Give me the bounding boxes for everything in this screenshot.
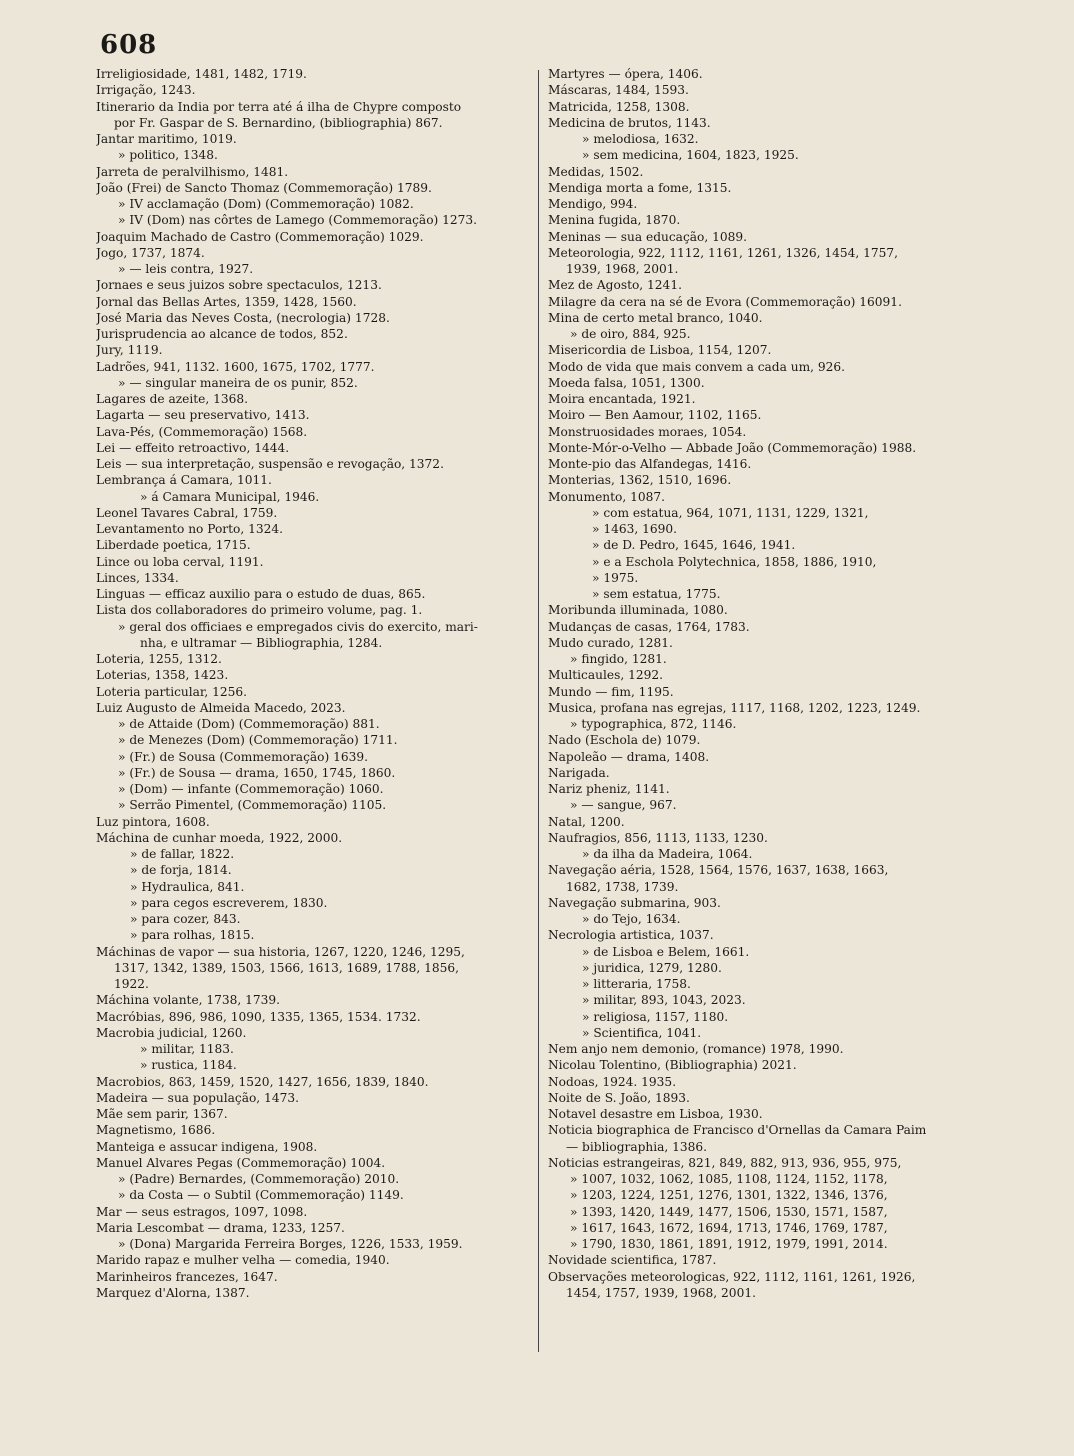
index-entry: nha, e ultramar — Bibliographia, 1284. [140, 635, 383, 650]
index-entry: » — leis contra, 1927. [118, 262, 254, 276]
index-entry: Macrobia judicial, 1260. [96, 1025, 247, 1040]
index-entry: — bibliographia, 1386. [566, 1139, 708, 1154]
index-entry: Marinheiros francezes, 1647. [96, 1269, 278, 1284]
index-entry: » de Menezes (Dom) (Commemoração) 1711. [118, 733, 398, 748]
index-entry: » para rolhas, 1815. [130, 928, 255, 943]
index-entry: Mina de certo metal branco, 1040. [548, 310, 763, 325]
index-entry: » de fallar, 1822. [130, 847, 235, 861]
index-entry: Monumento, 1087. [548, 489, 666, 504]
index-entry: Ladrões, 941, 1132. 1600, 1675, 1702, 1777. [96, 359, 375, 374]
index-entry: Máchina volante, 1738, 1739. [96, 993, 281, 1008]
index-entry: Jantar maritimo, 1019. [96, 132, 237, 146]
index-entry: » da Costa — o Subtil (Commemoração) 1149. [118, 1188, 404, 1203]
index-entry: » Serrão Pimentel, (Commemoração) 1105. [118, 798, 387, 813]
index-entry: » do Tejo, 1634. [582, 912, 681, 926]
index-entry: Jurisprudencia ao alcance de todos, 852. [96, 327, 348, 341]
index-entry: Liberdade poetica, 1715. [96, 538, 251, 553]
index-entry: Musica, profana nas egrejas, 1117, 1168, 1202, 1223, 1249. [548, 700, 921, 715]
index-entry: Lince ou loba cerval, 1191. [96, 554, 264, 569]
index-entry: » militar, 893, 1043, 2023. [582, 993, 746, 1008]
index-entry: Narigada. [548, 765, 610, 780]
index-entry: Irreligiosidade, 1481, 1482, 1719. [96, 67, 307, 81]
index-entry: Medidas, 1502. [548, 164, 644, 179]
index-entry: Martyres — ópera, 1406. [548, 67, 703, 81]
index-entry: » á Camara Municipal, 1946. [140, 489, 320, 504]
index-entry: Multicaules, 1292. [548, 668, 663, 683]
index-entry: » (Fr.) de Sousa — drama, 1650, 1745, 1860. [118, 765, 396, 780]
column-divider [538, 70, 539, 1352]
index-entry: » fingido, 1281. [570, 652, 667, 666]
index-entry: Macróbias, 896, 986, 1090, 1335, 1365, 1534. 1732. [96, 1009, 421, 1024]
index-entry: » de oiro, 884, 925. [570, 327, 691, 341]
index-entry: Máchinas de vapor — sua historia, 1267, 1220, 1246, 1295, [96, 944, 465, 959]
index-entry: Lei — effeito retroactivo, 1444. [96, 440, 290, 455]
index-entry: João (Frei) de Sancto Thomaz (Commemoração) 1789. [96, 180, 432, 195]
index-entry: Noticias estrangeiras, 821, 849, 882, 913, 936, 955, 975, [548, 1155, 902, 1170]
index-entry: Noticia biographica de Francisco d'Ornellas da Camara Paim [548, 1123, 927, 1138]
index-entry: Lagares de azeite, 1368. [96, 392, 249, 406]
index-entry: Navegação aéria, 1528, 1564, 1576, 1637, 1638, 1663, [548, 863, 889, 878]
index-entry: Mar — seus estragos, 1097, 1098. [96, 1204, 308, 1219]
index-entry: » — sangue, 967. [570, 798, 677, 813]
index-entry: Navegação submarina, 903. [548, 895, 721, 910]
index-entry: Jogo, 1737, 1874. [96, 245, 205, 260]
index-entry: » litteraria, 1758. [582, 977, 691, 991]
index-entry: Loteria particular, 1256. [96, 684, 248, 699]
index-entry: Mudanças de casas, 1764, 1783. [548, 619, 750, 634]
index-entry: Jarreta de peralvilhismo, 1481. [96, 164, 289, 179]
index-entry: Leis — sua interpretação, suspensão e revogação, 1372. [96, 457, 444, 471]
index-entry: » para cegos escreverem, 1830. [130, 895, 328, 910]
index-entry: Mudo curado, 1281. [548, 635, 673, 650]
page-number: 608 [100, 30, 158, 60]
index-entry: Necrologia artistica, 1037. [548, 928, 714, 943]
index-entry: Mãe sem parir, 1367. [96, 1107, 228, 1121]
index-entry: » 1790, 1830, 1861, 1891, 1912, 1979, 1991, 2014. [570, 1237, 888, 1251]
index-entry: » para cozer, 843. [130, 912, 241, 926]
index-entry: » e a Eschola Polytechnica, 1858, 1886, 1910, [592, 554, 877, 569]
index-entry: Moeda falsa, 1051, 1300. [548, 375, 705, 390]
index-entry: » de forja, 1814. [130, 863, 232, 878]
index-entry: » — singular maneira de os punir, 852. [118, 375, 358, 390]
index-entry: » da ilha da Madeira, 1064. [582, 847, 753, 861]
index-entry: » typographica, 872, 1146. [570, 717, 737, 731]
index-entry: Mez de Agosto, 1241. [548, 278, 682, 293]
index-column-left [96, 66, 530, 1301]
index-entry: Natal, 1200. [548, 814, 625, 829]
index-entry: » 1203, 1224, 1251, 1276, 1301, 1322, 1346, 1376, [570, 1188, 888, 1203]
index-entry: » militar, 1183. [140, 1042, 234, 1056]
index-entry: Nem anjo nem demonio, (romance) 1978, 1990. [548, 1042, 844, 1056]
index-entry: Mendiga morta a fome, 1315. [548, 180, 732, 195]
index-entry: Misericordia de Lisboa, 1154, 1207. [548, 343, 772, 358]
index-entry: Loteria, 1255, 1312. [96, 652, 222, 666]
index-entry: Novidade scientifica, 1787. [548, 1253, 717, 1268]
index-entry: » rustica, 1184. [140, 1058, 237, 1073]
index-entry: » sem medicina, 1604, 1823, 1925. [582, 148, 799, 163]
index-entry: José Maria das Neves Costa, (necrologia) 1728. [96, 310, 390, 325]
index-entry: Monte-pio das Alfandegas, 1416. [548, 457, 752, 471]
index-entry: Monstruosidades moraes, 1054. [548, 424, 747, 439]
index-entry: » sem estatua, 1775. [592, 587, 721, 601]
index-entry: Nado (Eschola de) 1079. [548, 733, 701, 748]
index-column-right [548, 66, 980, 1301]
index-entry: » de Lisboa e Belem, 1661. [582, 944, 750, 959]
index-entry: Linguas — efficaz auxilio para o estudo de duas, 865. [96, 587, 426, 601]
index-entry: Jornal das Bellas Artes, 1359, 1428, 1560. [96, 294, 357, 309]
index-entry: Monterias, 1362, 1510, 1696. [548, 473, 732, 488]
index-entry: Marquez d'Alorna, 1387. [96, 1285, 250, 1300]
index-entry: Irrigação, 1243. [96, 83, 196, 98]
index-entry: Milagre da cera na sé de Evora (Commemoração) 16091. [548, 294, 902, 309]
index-entry: » (Dom) — infante (Commemoração) 1060. [118, 782, 384, 796]
index-entry: Noite de S. João, 1893. [548, 1090, 690, 1105]
index-entry: » Hydraulica, 841. [130, 879, 245, 894]
index-entry: 1454, 1757, 1939, 1968, 2001. [566, 1285, 756, 1300]
index-entry: Naufragios, 856, 1113, 1133, 1230. [548, 830, 768, 845]
index-entry: Moira encantada, 1921. [548, 392, 696, 406]
index-entry: Meteorologia, 922, 1112, 1161, 1261, 1326, 1454, 1757, [548, 245, 898, 260]
index-entry: Maria Lescombat — drama, 1233, 1257. [96, 1220, 345, 1235]
index-entry: Lagarta — seu preservativo, 1413. [96, 408, 310, 423]
index-entry: Itinerario da India por terra até á ilha de Chypre composto [96, 99, 462, 114]
index-entry: Manuel Alvares Pegas (Commemoração) 1004. [96, 1155, 386, 1170]
index-entry: 1317, 1342, 1389, 1503, 1566, 1613, 1689, 1788, 1856, [114, 960, 460, 975]
index-entry: Levantamento no Porto, 1324. [96, 522, 284, 536]
index-entry: » 1393, 1420, 1449, 1477, 1506, 1530, 1571, 1587, [570, 1204, 888, 1219]
index-entry: » religiosa, 1157, 1180. [582, 1009, 729, 1024]
index-entry: Loterias, 1358, 1423. [96, 668, 229, 683]
index-entry: Nariz pheniz, 1141. [548, 782, 670, 796]
index-entry: » 1463, 1690. [592, 522, 677, 536]
index-entry: Mundo — fim, 1195. [548, 684, 674, 699]
index-entry: » 1007, 1032, 1062, 1085, 1108, 1124, 1152, 1178, [570, 1172, 888, 1186]
index-entry: » 1975. [592, 570, 639, 585]
index-entry: Luiz Augusto de Almeida Macedo, 2023. [96, 700, 346, 715]
index-entry: » de D. Pedro, 1645, 1646, 1941. [592, 538, 796, 553]
index-entry: » (Dona) Margarida Ferreira Borges, 1226, 1533, 1959. [118, 1237, 463, 1251]
index-entry: 1922. [114, 977, 149, 991]
index-entry: Moribunda illuminada, 1080. [548, 603, 728, 618]
index-entry: Notavel desastre em Lisboa, 1930. [548, 1107, 763, 1121]
index-entry: Nodoas, 1924. 1935. [548, 1074, 677, 1089]
index-entry: » geral dos officiaes e empregados civis do exercito, mari- [118, 619, 478, 634]
index-entry: Lista dos collaboradores do primeiro volume, pag. 1. [96, 603, 423, 618]
index-entry: Menina fugida, 1870. [548, 213, 681, 228]
index-entry: Joaquim Machado de Castro (Commemoração) 1029. [96, 229, 424, 244]
index-entry: » 1617, 1643, 1672, 1694, 1713, 1746, 1769, 1787, [570, 1220, 888, 1235]
index-entry: » (Padre) Bernardes, (Commemoração) 2010. [118, 1172, 400, 1186]
index-entry: Lembrança á Camara, 1011. [96, 473, 272, 488]
index-entry: Nicolau Tolentino, (Bibliographia) 2021. [548, 1058, 797, 1073]
index-entry: Moiro — Ben Aamour, 1102, 1165. [548, 408, 762, 423]
index-entry: Monte-Mór-o-Velho — Abbade João (Commemoração) 1988. [548, 440, 917, 455]
index-entry: » politico, 1348. [118, 148, 218, 163]
index-entry: Meninas — sua educação, 1089. [548, 229, 748, 244]
index-entry: Napoleão — drama, 1408. [548, 749, 710, 764]
index-entry: Jornaes e seus juizos sobre spectaculos, 1213. [96, 278, 382, 293]
index-entry: Matricida, 1258, 1308. [548, 99, 690, 114]
index-entry: » melodiosa, 1632. [582, 132, 699, 146]
index-entry: » de Attaide (Dom) (Commemoração) 881. [118, 717, 380, 731]
index-entry: Madeira — sua população, 1473. [96, 1090, 299, 1105]
index-entry: Leonel Tavares Cabral, 1759. [96, 505, 278, 520]
index-entry: Marido rapaz e mulher velha — comedia, 1940. [96, 1253, 390, 1268]
index-entry: Manteiga e assucar indigena, 1908. [96, 1139, 318, 1154]
index-entry: Luz pintora, 1608. [96, 814, 210, 829]
index-entry: Macrobios, 863, 1459, 1520, 1427, 1656, 1839, 1840. [96, 1074, 429, 1089]
index-entry: por Fr. Gaspar de S. Bernardino, (bibliographia) 867. [114, 115, 443, 130]
index-entry: Magnetismo, 1686. [96, 1123, 216, 1138]
index-entry: » (Fr.) de Sousa (Commemoração) 1639. [118, 749, 369, 764]
index-entry: 1939, 1968, 2001. [566, 262, 679, 276]
index-entry: Observações meteorologicas, 922, 1112, 1161, 1261, 1926, [548, 1269, 916, 1284]
index-entry: » IV (Dom) nas côrtes de Lamego (Commemoração) 1273. [118, 213, 478, 228]
index-entry: Lava-Pés, (Commemoração) 1568. [96, 424, 308, 439]
index-entry: Linces, 1334. [96, 570, 179, 585]
index-entry: » Scientifica, 1041. [582, 1025, 702, 1040]
index-entry: » IV acclamação (Dom) (Commemoração) 1082. [118, 197, 414, 211]
index-entry: Máchina de cunhar moeda, 1922, 2000. [96, 830, 343, 845]
index-entry: Jury, 1119. [96, 343, 163, 358]
index-entry: Modo de vida que mais convem a cada um, 926. [548, 359, 846, 374]
index-entry: Medicina de brutos, 1143. [548, 115, 711, 130]
index-entry: » juridica, 1279, 1280. [582, 960, 722, 975]
index-entry: 1682, 1738, 1739. [566, 879, 679, 894]
index-entry: Máscaras, 1484, 1593. [548, 83, 689, 98]
index-entry: » com estatua, 964, 1071, 1131, 1229, 1321, [592, 505, 869, 520]
index-entry: Mendigo, 994. [548, 197, 638, 211]
